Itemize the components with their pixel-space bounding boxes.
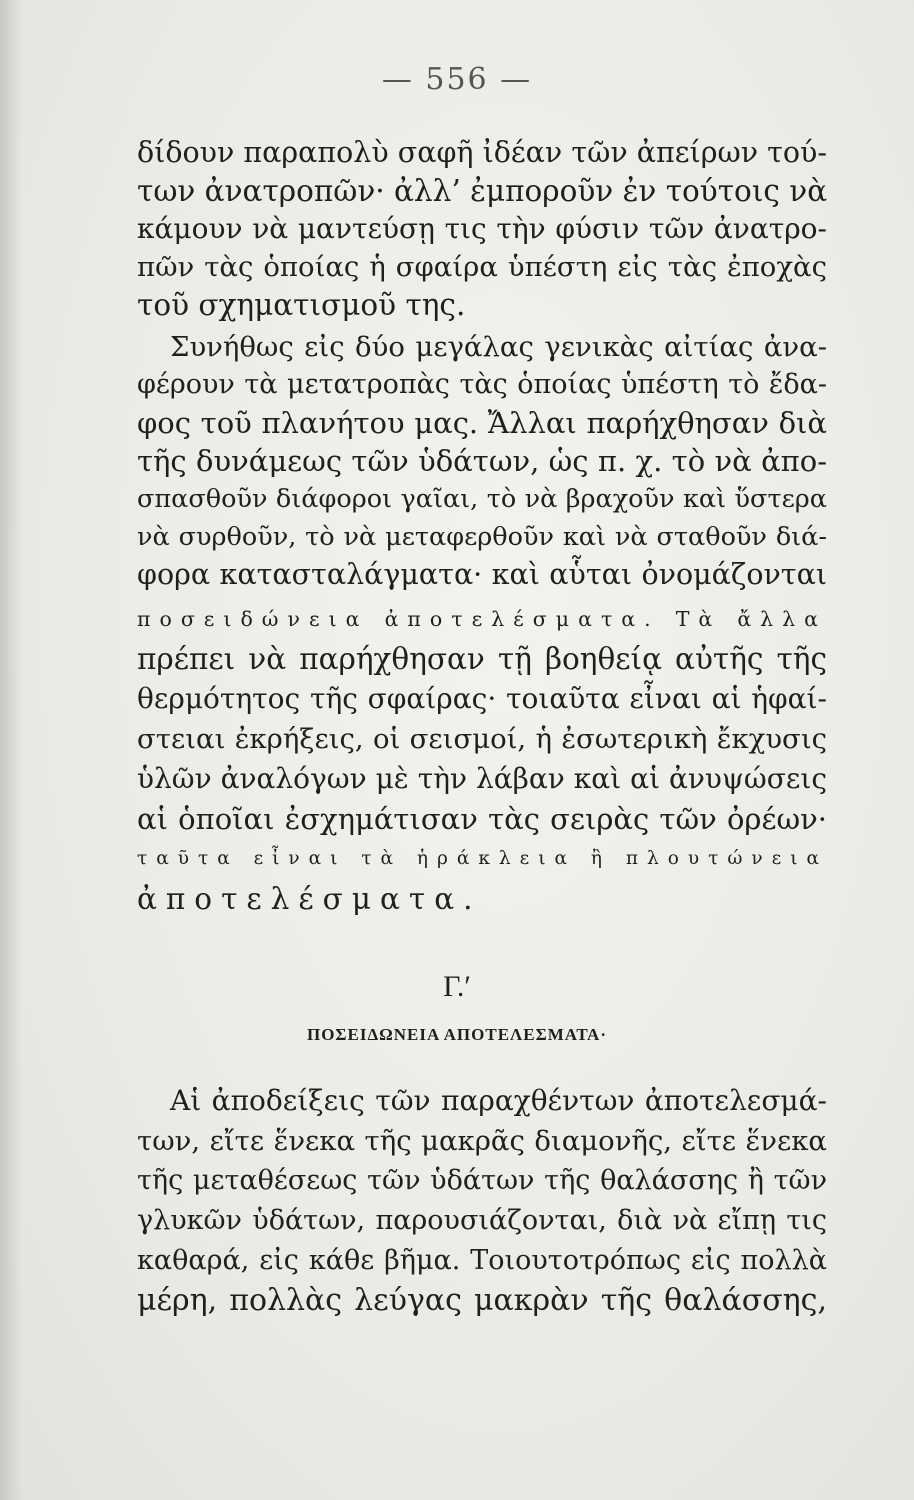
text-line: φος τοῦ πλανήτου μας. Ἄλλαι παρήχθησαν διὰ [137,406,827,440]
text-line: των, εἴτε ἕνεκα τῆς μακρᾶς διαμονῆς, εἴτε ἕνεκα [137,1125,827,1157]
text-line: καθαρά, εἰς κάθε βῆμα. Τοιουτοτρόπως εἰς πολλὰ [137,1245,827,1276]
text-line: φορα κατασταλάγματα· καὶ αὗται ὀνομάζονται [137,558,827,591]
page-number: — 556 — [381,62,533,97]
text-line: ταῦτα εἶναι τὰ ἡράκλεια ἢ πλουτώνεια [137,848,828,869]
text-line: πρέπει νὰ παρήχθησαν τῇ βοηθείᾳ αὐτῆς τῆς [137,642,827,676]
text-line: νὰ συρθοῦν, τὸ νὰ μεταφερθοῦν καὶ νὰ σταθοῦν διά- [137,522,827,552]
text-line: των ἀνατροπῶν· ἀλλ’ ἐμποροῦν ἐν τούτοις νὰ [137,174,828,208]
text-line: ποσειδώνεια ἀποτελέσματα. Τὰ ἄλλα [137,607,827,631]
text-line: αἱ ὁποῖαι ἐσχημάτισαν τὰς σειρὰς τῶν ὀρέων· [137,802,827,836]
text-line: δίδουν παραπολὺ σαφῆ ἰδέαν τῶν ἀπείρων τού- [137,136,827,169]
text-line: μέρη, πολλὰς λεύγας μακρὰν τῆς θαλάσσης, [137,1283,827,1318]
text-line: σπασθοῦν διάφοροι γαῖαι, τὸ νὰ βραχοῦν καὶ ὕστερα [137,484,827,514]
text-line: γλυκῶν ὑδάτων, παρουσιάζονται, διὰ νὰ εἴπῃ τις [137,1205,827,1236]
text-line: ὑλῶν ἀναλόγων μὲ τὴν λάβαν καὶ αἱ ἀνυψώσεις [137,762,827,795]
page-binding-shadow [0,0,22,1500]
text-line: τοῦ σχηματισμοῦ της. [137,288,466,322]
text-line: ἀποτελέσματα. [137,882,482,916]
text-line: τῆς μεταθέσεως τῶν ὑδάτων τῆς θαλάσσης ἢ τῶν [137,1165,827,1196]
text-line: στειαι ἐκρήξεις, οἱ σεισμοί, ἡ ἐσωτερικὴ ἔκχυσις [137,723,827,755]
text-line: τῆς δυνάμεως τῶν ὑδάτων, ὡς π. χ. τὸ νὰ ἀπο- [137,444,827,478]
text-line: κάμουν νὰ μαντεύσῃ τις τὴν φύσιν τῶν ἀνατρο- [137,212,827,245]
text-line: Συνήθως εἰς δύο μεγάλας γενικὰς αἰτίας ἀνα- [170,331,827,363]
text-line: φέρουν τὰ μετατροπὰς τὰς ὁποίας ὑπέστη τὸ ἔδα- [137,369,827,400]
section-heading: ΠΟΣΕΙΔΩΝΕΙΑ ΑΠΟΤΕΛΕΣΜΑΤΑ· [306,1025,607,1044]
section-mark: Γ.′ [443,970,471,1003]
text-line: πῶν τὰς ὁποίας ἡ σφαίρα ὑπέστη εἰς τὰς ἐποχὰς [137,251,827,283]
text-line: Αἱ ἀποδείξεις τῶν παραχθέντων ἀποτελεσμά- [170,1084,827,1117]
text-line: θερμότητος τῆς σφαίρας· τοιαῦτα εἶναι αἱ ἡφαί- [137,682,827,715]
